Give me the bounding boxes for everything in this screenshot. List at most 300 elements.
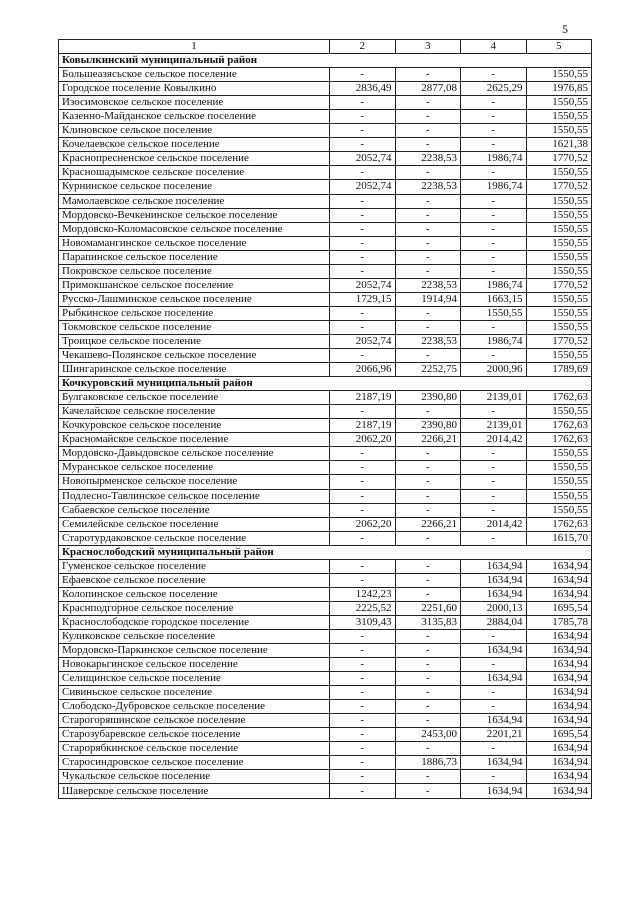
value-cell-col-4: 1634,94 <box>461 672 527 686</box>
value-cell-col-2: 3109,43 <box>330 615 396 629</box>
value-cell-col-4: - <box>461 236 527 250</box>
value-cell-col-3: - <box>395 658 461 672</box>
value-cell-col-5: 1550,55 <box>526 264 592 278</box>
settlement-name: Кочелаевское сельское поселение <box>59 138 330 152</box>
value-cell-col-2: 2187,19 <box>330 419 396 433</box>
table-row <box>59 405 592 419</box>
value-cell-col-2: 2062,20 <box>330 517 396 531</box>
value-cell-col-4: - <box>461 686 527 700</box>
value-cell-col-3: - <box>395 644 461 658</box>
value-cell-col-4: - <box>461 166 527 180</box>
value-cell-col-3: - <box>395 96 461 110</box>
settlement-name: Мордовско-Паркинское сельское поселение <box>59 644 330 658</box>
table-row <box>59 334 592 348</box>
district-section-row <box>59 545 592 559</box>
table-row <box>59 320 592 334</box>
table-row <box>59 264 592 278</box>
table-row <box>59 714 592 728</box>
value-cell-col-5: 1550,55 <box>526 96 592 110</box>
table-row <box>59 349 592 363</box>
value-cell-col-5: 1550,55 <box>526 222 592 236</box>
value-cell-col-2: - <box>330 320 396 334</box>
table-row <box>59 82 592 96</box>
value-cell-col-3: - <box>395 742 461 756</box>
settlement-name: Мамолаевское сельское поселение <box>59 194 330 208</box>
column-number-2: 2 <box>330 40 396 54</box>
value-cell-col-3: - <box>395 587 461 601</box>
value-cell-col-3: 2877,08 <box>395 82 461 96</box>
value-cell-col-5: 1550,55 <box>526 292 592 306</box>
value-cell-col-5: 1550,55 <box>526 194 592 208</box>
settlement-name: Троицкое сельское поселение <box>59 334 330 348</box>
value-cell-col-4: - <box>461 503 527 517</box>
column-number-1: 1 <box>59 40 330 54</box>
value-cell-col-3: 2238,53 <box>395 334 461 348</box>
value-cell-col-4: 1986,74 <box>461 152 527 166</box>
value-cell-col-2: 2225,52 <box>330 601 396 615</box>
value-cell-col-2: - <box>330 166 396 180</box>
value-cell-col-3: - <box>395 573 461 587</box>
table-row <box>59 770 592 784</box>
value-cell-col-2: 2066,96 <box>330 363 396 377</box>
value-cell-col-5: 1634,94 <box>526 700 592 714</box>
value-cell-col-5: 1550,55 <box>526 349 592 363</box>
value-cell-col-5: 1550,55 <box>526 461 592 475</box>
value-cell-col-2: - <box>330 756 396 770</box>
value-cell-col-3: - <box>395 138 461 152</box>
value-cell-col-4: - <box>461 124 527 138</box>
value-cell-col-5: 1634,94 <box>526 629 592 643</box>
value-cell-col-5: 1550,55 <box>526 68 592 82</box>
settlement-name: Русско-Лашминское сельское поселение <box>59 292 330 306</box>
value-cell-col-3: 3135,83 <box>395 615 461 629</box>
value-cell-col-2: - <box>330 349 396 363</box>
value-cell-col-2: 1729,15 <box>330 292 396 306</box>
table-row <box>59 110 592 124</box>
value-cell-col-3: - <box>395 503 461 517</box>
value-cell-col-2: - <box>330 138 396 152</box>
value-cell-col-5: 1634,94 <box>526 644 592 658</box>
settlement-name: Селищинское сельское поселение <box>59 672 330 686</box>
table-row <box>59 686 592 700</box>
value-cell-col-4: 1634,94 <box>461 573 527 587</box>
value-cell-col-4: 1634,94 <box>461 644 527 658</box>
value-cell-col-3: - <box>395 68 461 82</box>
column-number-3: 3 <box>395 40 461 54</box>
value-cell-col-5: 1695,54 <box>526 601 592 615</box>
value-cell-col-4: 1634,94 <box>461 714 527 728</box>
value-cell-col-4: - <box>461 658 527 672</box>
value-cell-col-5: 1789,69 <box>526 363 592 377</box>
settlement-name: Новопырменское сельское поселение <box>59 475 330 489</box>
value-cell-col-2: - <box>330 742 396 756</box>
value-cell-col-4: 1986,74 <box>461 180 527 194</box>
value-cell-col-3: - <box>395 784 461 798</box>
table-row <box>59 180 592 194</box>
value-cell-col-3: - <box>395 166 461 180</box>
value-cell-col-5: 1634,94 <box>526 686 592 700</box>
value-cell-col-5: 1634,94 <box>526 658 592 672</box>
table-row <box>59 601 592 615</box>
settlement-name: Булгаковское сельское поселение <box>59 391 330 405</box>
settlement-name: Клиновское сельское поселение <box>59 124 330 138</box>
table-row <box>59 629 592 643</box>
value-cell-col-5: 1550,55 <box>526 306 592 320</box>
table-row <box>59 503 592 517</box>
value-cell-col-2: 2052,74 <box>330 152 396 166</box>
settlement-name: Краснопресненское сельское поселение <box>59 152 330 166</box>
value-cell-col-4: 1663,15 <box>461 292 527 306</box>
district-name: Ковылкинский муниципальный район <box>59 54 592 68</box>
settlement-name: Кочкуровское сельское поселение <box>59 419 330 433</box>
settlement-name: Городское поселение Ковылкино <box>59 82 330 96</box>
table-row <box>59 756 592 770</box>
value-cell-col-2: 2052,74 <box>330 278 396 292</box>
value-cell-col-5: 1634,94 <box>526 559 592 573</box>
district-name: Краснослободский муниципальный район <box>59 545 592 559</box>
settlement-name: Курнинское сельское поселение <box>59 180 330 194</box>
value-cell-col-2: - <box>330 573 396 587</box>
value-cell-col-3: 1886,73 <box>395 756 461 770</box>
value-cell-col-3: - <box>395 475 461 489</box>
table-row <box>59 728 592 742</box>
table-row <box>59 306 592 320</box>
value-cell-col-3: - <box>395 686 461 700</box>
table-row <box>59 250 592 264</box>
table-row <box>59 587 592 601</box>
table-row <box>59 461 592 475</box>
value-cell-col-5: 1634,94 <box>526 672 592 686</box>
table-row <box>59 96 592 110</box>
value-cell-col-5: 1621,38 <box>526 138 592 152</box>
value-cell-col-3: 2238,53 <box>395 152 461 166</box>
value-cell-col-2: - <box>330 700 396 714</box>
settlement-name: Краснослободское городское поселение <box>59 615 330 629</box>
settlement-name: Красномайское сельское поселение <box>59 433 330 447</box>
value-cell-col-2: - <box>330 784 396 798</box>
value-cell-col-4: - <box>461 138 527 152</box>
value-cell-col-4: 2000,13 <box>461 601 527 615</box>
settlement-name: Ефаевское сельское поселение <box>59 573 330 587</box>
table-row <box>59 208 592 222</box>
value-cell-col-4: 1986,74 <box>461 278 527 292</box>
value-cell-col-3: - <box>395 110 461 124</box>
value-cell-col-5: 1550,55 <box>526 475 592 489</box>
value-cell-col-4: - <box>461 349 527 363</box>
settlement-name: Краснподгорное сельское поселение <box>59 601 330 615</box>
settlement-name: Колопинское сельское поселение <box>59 587 330 601</box>
value-cell-col-5: 1634,94 <box>526 784 592 798</box>
tariff-table <box>58 39 592 799</box>
value-cell-col-3: 2266,21 <box>395 433 461 447</box>
value-cell-col-5: 1770,52 <box>526 152 592 166</box>
value-cell-col-5: 1770,52 <box>526 180 592 194</box>
table-body <box>59 40 592 799</box>
value-cell-col-5: 1762,63 <box>526 391 592 405</box>
value-cell-col-2: 2836,49 <box>330 82 396 96</box>
value-cell-col-4: - <box>461 222 527 236</box>
value-cell-col-2: - <box>330 531 396 545</box>
column-number-4: 4 <box>461 40 527 54</box>
value-cell-col-2: - <box>330 250 396 264</box>
value-cell-col-5: 1695,54 <box>526 728 592 742</box>
value-cell-col-3: 2238,53 <box>395 180 461 194</box>
value-cell-col-3: 2390,80 <box>395 419 461 433</box>
value-cell-col-5: 1634,94 <box>526 742 592 756</box>
table-row <box>59 644 592 658</box>
table-row <box>59 278 592 292</box>
value-cell-col-5: 1770,52 <box>526 334 592 348</box>
value-cell-col-5: 1615,70 <box>526 531 592 545</box>
settlement-name: Сабаевское сельское поселение <box>59 503 330 517</box>
value-cell-col-3: - <box>395 461 461 475</box>
value-cell-col-3: - <box>395 250 461 264</box>
settlement-name: Казенно-Майданское сельское поселение <box>59 110 330 124</box>
table-row <box>59 573 592 587</box>
value-cell-col-3: - <box>395 700 461 714</box>
value-cell-col-2: - <box>330 447 396 461</box>
value-cell-col-5: 1762,63 <box>526 419 592 433</box>
column-number-row <box>59 40 592 54</box>
settlement-name: Старосиндровское сельское поселение <box>59 756 330 770</box>
value-cell-col-3: - <box>395 236 461 250</box>
settlement-name: Старогоряшинское сельское поселение <box>59 714 330 728</box>
value-cell-col-4: - <box>461 194 527 208</box>
table-row <box>59 124 592 138</box>
table-row <box>59 489 592 503</box>
settlement-name: Слободско-Дубровское сельское поселение <box>59 700 330 714</box>
value-cell-col-3: 1914,94 <box>395 292 461 306</box>
value-cell-col-4: 2884,04 <box>461 615 527 629</box>
value-cell-col-2: - <box>330 306 396 320</box>
value-cell-col-2: - <box>330 658 396 672</box>
value-cell-col-2: - <box>330 264 396 278</box>
value-cell-col-4: 2000,96 <box>461 363 527 377</box>
table-row <box>59 672 592 686</box>
table-row <box>59 559 592 573</box>
value-cell-col-3: 2251,60 <box>395 601 461 615</box>
value-cell-col-3: - <box>395 447 461 461</box>
value-cell-col-2: - <box>330 461 396 475</box>
table-row <box>59 236 592 250</box>
settlement-name: Новокарьгинское сельское поселение <box>59 658 330 672</box>
settlement-name: Новомамангинское сельское поселение <box>59 236 330 250</box>
table-row <box>59 419 592 433</box>
settlement-name: Старозубаревское сельское поселение <box>59 728 330 742</box>
value-cell-col-5: 1634,94 <box>526 770 592 784</box>
value-cell-col-2: - <box>330 124 396 138</box>
value-cell-col-3: - <box>395 672 461 686</box>
district-section-row <box>59 54 592 68</box>
value-cell-col-2: - <box>330 728 396 742</box>
value-cell-col-3: - <box>395 489 461 503</box>
value-cell-col-3: 2252,75 <box>395 363 461 377</box>
value-cell-col-5: 1550,55 <box>526 447 592 461</box>
value-cell-col-4: 1634,94 <box>461 756 527 770</box>
value-cell-col-2: - <box>330 110 396 124</box>
value-cell-col-5: 1550,55 <box>526 110 592 124</box>
settlement-name: Рыбкинское сельское поселение <box>59 306 330 320</box>
table-row <box>59 166 592 180</box>
value-cell-col-4: - <box>461 447 527 461</box>
settlement-name: Покровское сельское поселение <box>59 264 330 278</box>
value-cell-col-3: 2266,21 <box>395 517 461 531</box>
value-cell-col-4: - <box>461 489 527 503</box>
table-row <box>59 517 592 531</box>
value-cell-col-3: - <box>395 194 461 208</box>
value-cell-col-2: 2052,74 <box>330 180 396 194</box>
value-cell-col-5: 1634,94 <box>526 714 592 728</box>
value-cell-col-4: 1634,94 <box>461 587 527 601</box>
value-cell-col-4: 1634,94 <box>461 784 527 798</box>
value-cell-col-3: - <box>395 531 461 545</box>
settlement-name: Мордовско-Давыдовское сельское поселение <box>59 447 330 461</box>
table-row <box>59 391 592 405</box>
table-row <box>59 658 592 672</box>
value-cell-col-2: - <box>330 405 396 419</box>
table-row <box>59 363 592 377</box>
settlement-name: Сивиньское сельское поселение <box>59 686 330 700</box>
value-cell-col-5: 1550,55 <box>526 503 592 517</box>
settlement-name: Изосимовское сельское поселение <box>59 96 330 110</box>
table-row <box>59 615 592 629</box>
settlement-name: Большеазясьское сельское поселение <box>59 68 330 82</box>
value-cell-col-4: - <box>461 96 527 110</box>
value-cell-col-5: 1550,55 <box>526 489 592 503</box>
value-cell-col-3: - <box>395 320 461 334</box>
value-cell-col-2: - <box>330 489 396 503</box>
value-cell-col-5: 1770,52 <box>526 278 592 292</box>
value-cell-col-4: 1986,74 <box>461 334 527 348</box>
settlement-name: Токмовское сельское поселение <box>59 320 330 334</box>
settlement-name: Чукальское сельское поселение <box>59 770 330 784</box>
value-cell-col-4: - <box>461 531 527 545</box>
value-cell-col-3: 2238,53 <box>395 278 461 292</box>
value-cell-col-4: - <box>461 629 527 643</box>
value-cell-col-4: 2625,29 <box>461 82 527 96</box>
value-cell-col-3: - <box>395 714 461 728</box>
value-cell-col-4: - <box>461 250 527 264</box>
value-cell-col-4: - <box>461 461 527 475</box>
value-cell-col-2: - <box>330 236 396 250</box>
value-cell-col-4: - <box>461 68 527 82</box>
value-cell-col-5: 1550,55 <box>526 124 592 138</box>
value-cell-col-2: - <box>330 503 396 517</box>
value-cell-col-4: - <box>461 770 527 784</box>
settlement-name: Качелайское сельское поселение <box>59 405 330 419</box>
value-cell-col-5: 1550,55 <box>526 320 592 334</box>
value-cell-col-4: - <box>461 208 527 222</box>
value-cell-col-2: - <box>330 475 396 489</box>
value-cell-col-2: 2187,19 <box>330 391 396 405</box>
value-cell-col-5: 1634,94 <box>526 587 592 601</box>
value-cell-col-4: - <box>461 264 527 278</box>
value-cell-col-2: - <box>330 770 396 784</box>
page-number: 5 <box>562 22 568 36</box>
value-cell-col-3: - <box>395 208 461 222</box>
table-row <box>59 222 592 236</box>
value-cell-col-4: 2014,42 <box>461 433 527 447</box>
value-cell-col-2: 2062,20 <box>330 433 396 447</box>
value-cell-col-3: - <box>395 405 461 419</box>
value-cell-col-2: - <box>330 714 396 728</box>
value-cell-col-5: 1762,63 <box>526 517 592 531</box>
value-cell-col-3: - <box>395 306 461 320</box>
value-cell-col-2: 2052,74 <box>330 334 396 348</box>
value-cell-col-2: - <box>330 644 396 658</box>
value-cell-col-4: 1550,55 <box>461 306 527 320</box>
value-cell-col-3: - <box>395 124 461 138</box>
value-cell-col-2: - <box>330 96 396 110</box>
settlement-name: Шаверское сельское поселение <box>59 784 330 798</box>
settlement-name: Гуменское сельское поселение <box>59 559 330 573</box>
value-cell-col-5: 1634,94 <box>526 756 592 770</box>
value-cell-col-2: - <box>330 672 396 686</box>
table-row <box>59 292 592 306</box>
settlement-name: Старорябкинское сельское поселение <box>59 742 330 756</box>
value-cell-col-4: - <box>461 405 527 419</box>
value-cell-col-3: - <box>395 264 461 278</box>
table-row <box>59 447 592 461</box>
value-cell-col-4: 2201,21 <box>461 728 527 742</box>
value-cell-col-4: 2139,01 <box>461 419 527 433</box>
value-cell-col-2: - <box>330 686 396 700</box>
value-cell-col-5: 1762,63 <box>526 433 592 447</box>
settlement-name: Куликовское сельское поселение <box>59 629 330 643</box>
table-row <box>59 700 592 714</box>
settlement-name: Шингаринское сельское поселение <box>59 363 330 377</box>
district-name: Кочкуровский муниципальный район <box>59 377 592 391</box>
value-cell-col-2: - <box>330 222 396 236</box>
value-cell-col-2: - <box>330 194 396 208</box>
settlement-name: Красношадымское сельское поселение <box>59 166 330 180</box>
table-row <box>59 68 592 82</box>
value-cell-col-2: - <box>330 68 396 82</box>
value-cell-col-5: 1785,78 <box>526 615 592 629</box>
settlement-name: Семилейское сельское поселение <box>59 517 330 531</box>
settlement-name: Старотурдаковское сельское поселение <box>59 531 330 545</box>
value-cell-col-4: 2014,42 <box>461 517 527 531</box>
value-cell-col-4: - <box>461 320 527 334</box>
value-cell-col-4: - <box>461 475 527 489</box>
settlement-name: Мордовско-Коломасовское сельское поселение <box>59 222 330 236</box>
value-cell-col-4: - <box>461 700 527 714</box>
value-cell-col-5: 1550,55 <box>526 405 592 419</box>
value-cell-col-5: 1550,55 <box>526 250 592 264</box>
value-cell-col-4: 1634,94 <box>461 559 527 573</box>
settlement-name: Мордовско-Вечкенинское сельское поселение <box>59 208 330 222</box>
value-cell-col-2: - <box>330 208 396 222</box>
settlement-name: Парапинское сельское поселение <box>59 250 330 264</box>
settlement-name: Подлесно-Тавлинское сельское поселение <box>59 489 330 503</box>
value-cell-col-3: - <box>395 629 461 643</box>
value-cell-col-3: - <box>395 222 461 236</box>
value-cell-col-3: - <box>395 559 461 573</box>
district-section-row <box>59 377 592 391</box>
table-row <box>59 531 592 545</box>
value-cell-col-5: 1550,55 <box>526 208 592 222</box>
table-row <box>59 152 592 166</box>
table-row <box>59 784 592 798</box>
column-number-5: 5 <box>526 40 592 54</box>
value-cell-col-3: - <box>395 770 461 784</box>
table-row <box>59 433 592 447</box>
table-row <box>59 475 592 489</box>
table-row <box>59 138 592 152</box>
table-row <box>59 194 592 208</box>
value-cell-col-5: 1550,55 <box>526 236 592 250</box>
table-row <box>59 742 592 756</box>
